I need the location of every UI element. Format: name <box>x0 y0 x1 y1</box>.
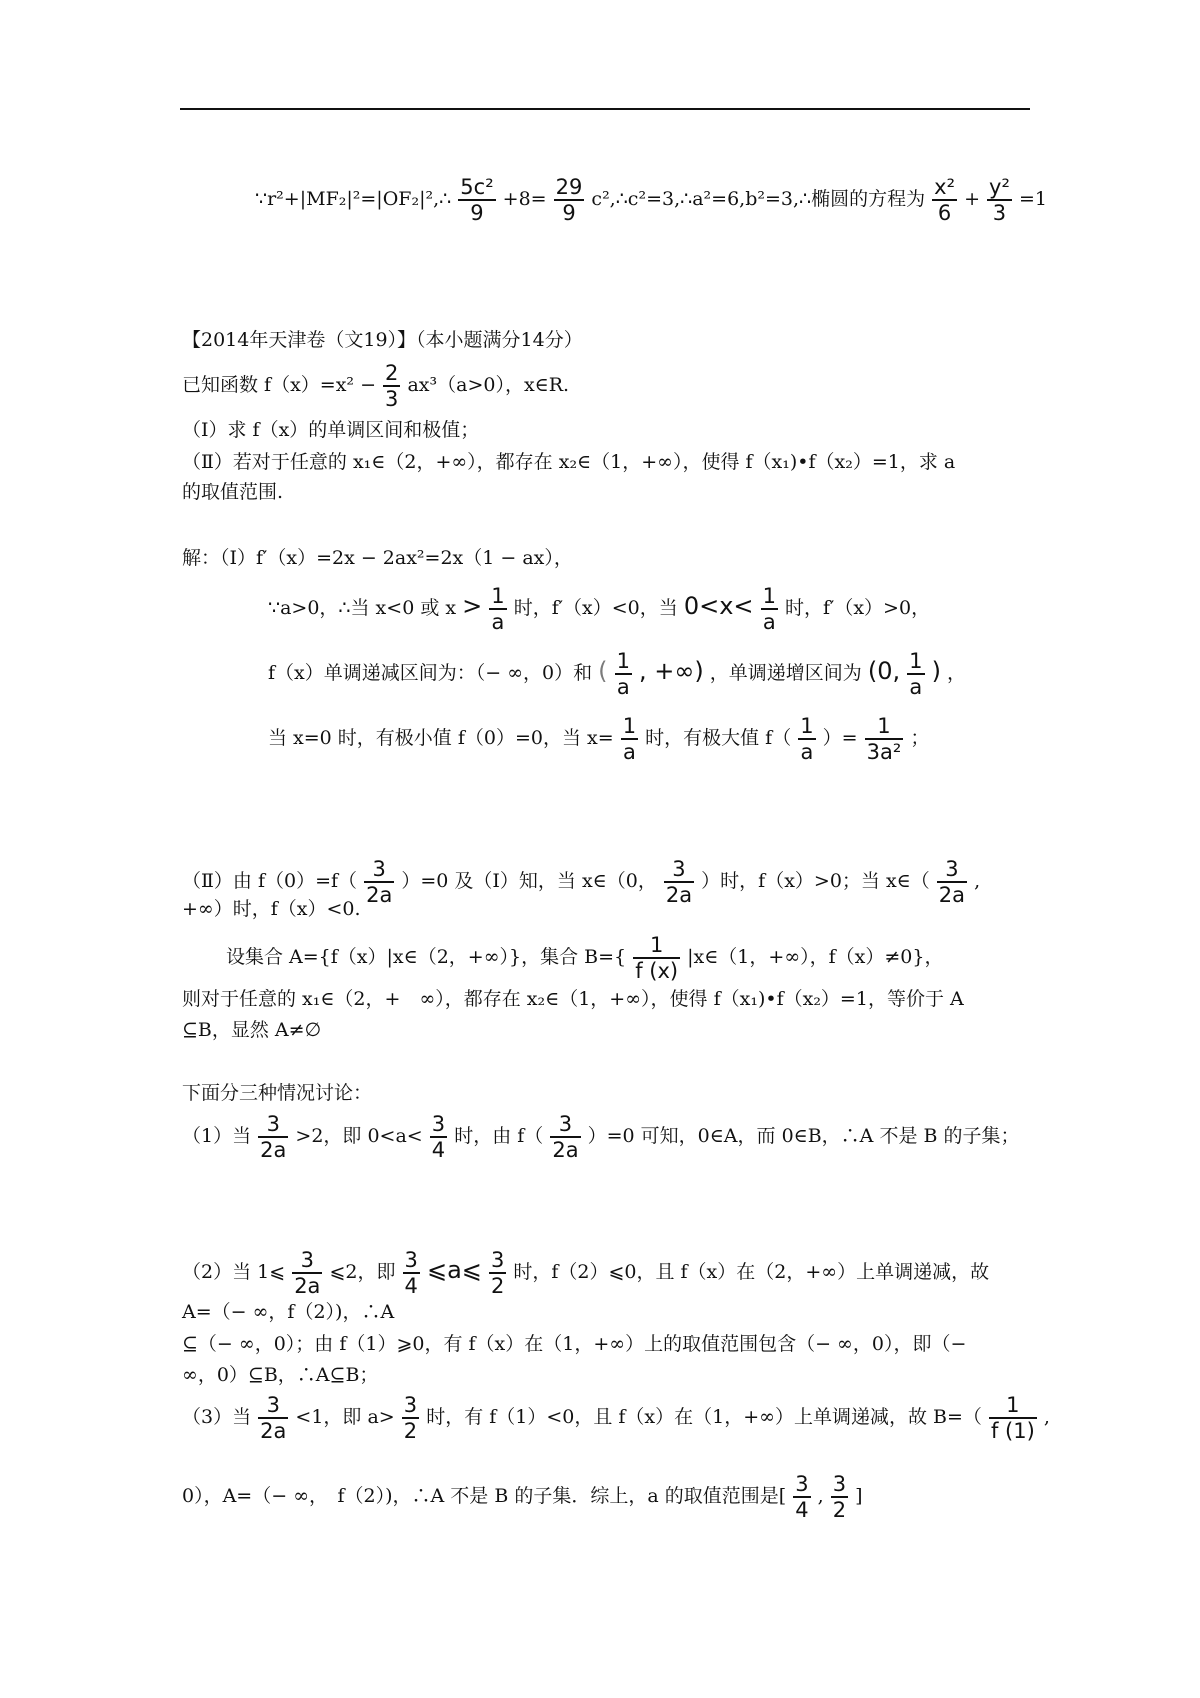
fraction <box>489 1249 506 1297</box>
solution-part1-line2 <box>268 585 930 633</box>
fraction <box>937 858 967 906</box>
fraction <box>489 585 506 633</box>
fraction <box>865 715 904 763</box>
numerator: 3 <box>672 857 686 881</box>
numerator: 29 <box>555 175 583 199</box>
denominator: 3 <box>385 387 399 412</box>
numerator: 3 <box>431 1112 446 1136</box>
text: |x∈（1，+∞），f（x）≠0}， <box>687 946 944 969</box>
text: 时，f′（x）>0， <box>785 597 931 620</box>
numerator: 1 <box>622 714 637 738</box>
text: 时，有极大值 f（ <box>645 727 792 750</box>
denominator: 2a <box>665 883 693 908</box>
text: 当 x=0 时，有极小值 f（0）=0，当 x= <box>268 727 614 750</box>
text: <1，即 a> <box>295 1406 395 1429</box>
text: , <box>817 1485 824 1508</box>
fraction <box>258 1113 288 1161</box>
fraction <box>989 1394 1037 1442</box>
numerator: 1 <box>616 649 630 673</box>
text: ）=0 可知，0∈A，而 0∈B，∴A 不是 B 的子集； <box>587 1125 1020 1148</box>
case-2 <box>182 1249 989 1297</box>
problem-given <box>182 362 569 410</box>
text: ∵r²+|MF₂|²=|OF₂|²,∴ <box>255 188 452 211</box>
text: ，单调递增区间为 <box>709 662 862 685</box>
fraction <box>798 715 815 763</box>
conclusion <box>182 1473 863 1521</box>
numerator: 3 <box>490 1248 505 1272</box>
denominator: 3 <box>992 201 1007 226</box>
denominator: f (1) <box>990 1419 1035 1444</box>
denominator: 9 <box>470 201 484 226</box>
numerator: 3 <box>795 1472 809 1496</box>
problem-part1: （Ⅰ）求 f（x）的单调区间和极值； <box>182 419 480 441</box>
denominator: a <box>909 675 923 700</box>
denominator: 4 <box>431 1138 446 1163</box>
problem-header: 【2014年天津卷（文19）】（本小题满分14分） <box>182 329 583 351</box>
fraction <box>761 585 778 633</box>
numerator: 3 <box>300 1248 314 1272</box>
text: 0），A=（− ∞， f（2）)，∴A 不是 B 的子集．综上，a 的取值范围是[ <box>182 1485 787 1508</box>
gt-symbol: > <box>462 592 483 621</box>
text: +8= <box>502 188 547 211</box>
numerator: x² <box>934 175 956 199</box>
denominator: 9 <box>562 201 576 226</box>
fraction <box>550 1113 580 1161</box>
denominator: 2a <box>366 883 393 908</box>
denominator: 2a <box>260 1419 287 1444</box>
numerator: 3 <box>832 1472 847 1496</box>
text: （1）当 <box>182 1125 252 1148</box>
solution-part1-line4 <box>268 715 929 763</box>
text: （3）当 <box>182 1406 252 1429</box>
fraction <box>292 1249 322 1297</box>
text: ）时，f（x）>0；当 x∈（ <box>701 870 930 893</box>
text: 设集合 A={f（x）|x∈（2，+∞）}，集合 B={ <box>226 946 627 969</box>
fraction <box>364 858 394 906</box>
solution-part2-line5: ⊆B，显然 A≠∅ <box>182 1019 322 1041</box>
text: ； <box>910 727 930 750</box>
numerator: 1 <box>649 933 664 957</box>
case-1 <box>182 1113 1020 1161</box>
fraction <box>633 934 680 982</box>
numerator: 3 <box>945 857 959 881</box>
interval-start: (0, <box>867 657 901 686</box>
denominator: a <box>800 740 814 765</box>
text: 时，有 f（1）<0，且 f（x）在（1，+∞）上单调递减，故 B=（ <box>426 1406 982 1429</box>
denominator: a <box>762 610 776 635</box>
denominator: 2a <box>552 1138 579 1163</box>
fraction <box>383 362 400 410</box>
fraction <box>932 176 957 224</box>
fraction <box>402 1394 419 1442</box>
fraction <box>664 858 694 906</box>
solution-part1-line3 <box>268 650 966 698</box>
text: ax³（a>0），x∈R. <box>407 374 570 397</box>
problem-part2: （Ⅱ）若对于任意的 x₁∈（2，+∞），都存在 x₂∈（1，+∞），使得 f（x₁)•f（x₂）=1，求 a <box>182 451 956 473</box>
denominator: a <box>622 740 636 765</box>
text: 时，f（2）⩽0，且 f（x）在（2，+∞）上单调递减，故 <box>513 1261 990 1284</box>
denominator: a <box>491 610 505 635</box>
solution-part1-line1: 解：（Ⅰ）f′（x）=2x − 2ax²=2x（1 − ax）， <box>182 547 573 569</box>
text: 时，由 f（ <box>454 1125 544 1148</box>
numerator: 1 <box>800 714 814 738</box>
case-2-line2: A=（− ∞，f（2）)，∴A <box>182 1301 395 1323</box>
numerator: y² <box>989 175 1010 199</box>
text: 已知函数 f（x）=x² − <box>182 374 376 397</box>
text: （Ⅱ）由 f（0）=f（ <box>182 870 358 893</box>
case-2-line4: ∞，0）⊆B，∴A⊆B； <box>182 1364 379 1386</box>
fraction <box>258 1394 288 1442</box>
denominator: 2a <box>294 1274 321 1299</box>
denominator: 2 <box>490 1274 505 1299</box>
text: （2）当 1⩽ <box>182 1261 286 1284</box>
fraction <box>430 1113 447 1161</box>
denominator: 4 <box>795 1498 809 1523</box>
fraction <box>793 1473 810 1521</box>
fraction <box>621 715 638 763</box>
text: ， <box>947 662 967 685</box>
denominator: f (x) <box>635 959 679 984</box>
solution-part2-line2: +∞）时，f（x）<0. <box>182 898 361 920</box>
cases-intro: 下面分三种情况讨论： <box>182 1082 373 1104</box>
text: =1 <box>1018 188 1047 211</box>
text: ）=0 及（Ⅰ）知，当 x∈（0， <box>401 870 657 893</box>
paren: ( <box>598 657 608 686</box>
header-rule <box>180 108 1030 110</box>
fraction <box>403 1249 420 1297</box>
text: , <box>1043 1406 1050 1429</box>
case-2-line3: ⊆（− ∞，0）；由 f（1）⩾0，有 f（x）在（1，+∞）上的取值范围包含（− ∞，0），即（− <box>182 1333 967 1355</box>
fraction <box>458 176 495 224</box>
case-3 <box>182 1394 1050 1442</box>
numerator: 3 <box>558 1112 573 1136</box>
denominator: 2a <box>938 883 966 908</box>
ellipse-equation-line <box>255 176 1047 224</box>
numerator: 1 <box>877 714 891 738</box>
numerator: 1 <box>909 649 923 673</box>
fraction <box>907 650 924 698</box>
inequality: ⩽a⩽ <box>426 1256 482 1285</box>
fraction <box>554 176 585 224</box>
numerator: 2 <box>385 361 399 385</box>
denominator: 2a <box>260 1138 287 1163</box>
numerator: 3 <box>403 1393 418 1417</box>
denominator: a <box>616 675 630 700</box>
text: ）= <box>822 727 858 750</box>
problem-part2-cont: 的取值范围. <box>182 481 284 503</box>
text: + <box>964 188 980 211</box>
text: , <box>974 870 981 893</box>
denominator: 6 <box>937 201 952 226</box>
numerator: 5c² <box>460 175 494 199</box>
text: ] <box>855 1485 863 1508</box>
numerator: 1 <box>1006 1393 1020 1417</box>
text: f（x）单调递减区间为：（− ∞，0）和 <box>268 662 593 685</box>
text: ∵a>0，∴当 x<0 或 x <box>268 597 457 620</box>
numerator: 3 <box>266 1393 280 1417</box>
denominator: 4 <box>404 1274 418 1299</box>
numerator: 1 <box>762 584 776 608</box>
inequality: 0<x< <box>683 592 754 621</box>
numerator: 1 <box>491 584 505 608</box>
numerator: 3 <box>372 857 386 881</box>
text: c²,∴c²=3,∴a²=6,b²=3,∴椭圆的方程为 <box>591 188 926 211</box>
fraction <box>987 176 1012 224</box>
text: ⩽2，即 <box>329 1261 396 1284</box>
interval-end: , +∞) <box>639 657 704 686</box>
denominator: 2 <box>832 1498 847 1523</box>
numerator: 3 <box>404 1248 418 1272</box>
text: >2，即 0<a< <box>295 1125 423 1148</box>
solution-part2-line3 <box>226 934 944 982</box>
fraction <box>615 650 632 698</box>
fraction <box>831 1473 848 1521</box>
denominator: 2 <box>403 1419 418 1444</box>
solution-part2-line4: 则对于任意的 x₁∈（2，+ ∞），都存在 x₂∈（1，+∞），使得 f（x₁)•f（x₂）=1，等价于 A <box>182 988 964 1010</box>
text: 时，f′（x）<0，当 <box>513 597 678 620</box>
paren: ) <box>931 657 941 686</box>
denominator: 3a² <box>866 740 902 765</box>
numerator: 3 <box>266 1112 280 1136</box>
